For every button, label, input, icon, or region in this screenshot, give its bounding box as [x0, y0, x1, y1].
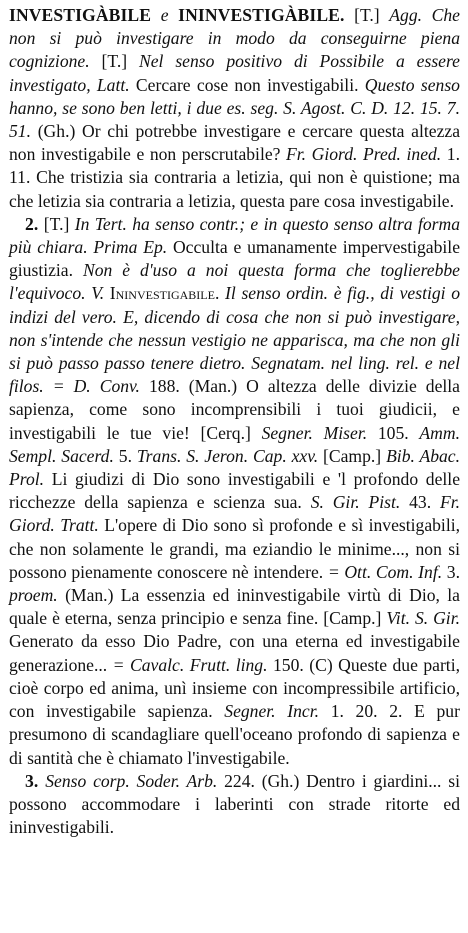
sense2-number: 2.	[25, 213, 39, 234]
sense2-example-m: 1. 20. 2. E pur presumono di scandagliare quell'oceano profondo di sapienza e di santità che è chiamato l'investigabile.	[9, 701, 460, 768]
sense2-example-b: 188. (Man.) O altezza delle divizie della sapienza, come sono incomprensibili i tuoi giudicii, e investigabili le tue vie! [Cerq.]	[9, 376, 460, 443]
sense1-example-b: Or chi potrebbe investigare e cercare questa altezza non investigabile e non perscrutabile?	[9, 121, 460, 165]
sense2-text-d: 5.	[118, 445, 132, 466]
sense2-text-c: 105.	[377, 422, 409, 443]
sense3-number: 3.	[25, 770, 39, 791]
sense2-note-c: Il senso ordin. è fig., di vestigi o indizi del vero. E, dicendo di cosa che non si può investigare, non s'intende che nessun vestigio ne apparisca, ma che non gli si può passo passo tenere dietro. Segnatam. nel ling. rel. e nel filos. = D. Conv.	[9, 283, 461, 397]
sense1-note: Nel senso positivo di Possibile a essere investigato, Latt.	[9, 51, 460, 95]
sense2-tag: [T.]	[43, 213, 70, 234]
sense3-example-b: Dentro i giardini... si possono accommodare i laberinti con strade ritorte ed ininvestigabili.	[9, 770, 460, 838]
headword: INVESTIGÀBILE	[9, 5, 152, 25]
sense2-source-b: Amm. Sempl. Sacerd.	[9, 422, 460, 466]
sense3-note-a: Senso corp. Soder. Arb.	[45, 770, 218, 791]
sense1-example-a: Cercare cose non investigabili.	[135, 74, 359, 95]
sense2-note-b: Non è d'uso a noi questa forma che toglierebbe l'equivoco. V.	[9, 260, 460, 304]
sense2-source-e: S. Gir. Pist.	[310, 492, 401, 513]
definition: Che non si può investigare in modo da conseguirne piena cognizione.	[9, 5, 460, 72]
sense2-source-g: = Ott. Com. Inf.	[327, 561, 443, 582]
entry-investigabile	[9, 4, 460, 213]
sense1-source-a: (Gh.)	[37, 121, 76, 142]
sense1-note-b: Questo senso hanno, se sono ben letti, i due es. seg. S. Agost. C. D. 12. 15. 7. 51.	[9, 74, 460, 142]
sense-3	[9, 770, 460, 840]
part-of-speech: Agg.	[389, 5, 423, 25]
sense2-cross-reference: Ininvestigabile.	[109, 283, 220, 304]
sense2-source-i: Vit. S. Gir.	[386, 608, 460, 629]
sense1-example-c: 1. 11. Che tristizia sia contraria a letizia, qui non è quistione; ma che letizia sia contraria a letizia, questa pare cosa investigabile.	[9, 144, 460, 211]
sense2-example-f: Li giudizi di Dio sono investigabili e 'l profondo delle ricchezze della sapienza e scienza sua.	[9, 469, 461, 513]
sense2-example-k: Generato da esso Dio Padre, con una eterna ed investigabile generazione...	[9, 631, 460, 675]
sense2-source-k: Segner. Incr.	[224, 701, 320, 722]
sense2-source-f: Fr. Giord. Tratt.	[9, 492, 461, 536]
sense2-example-j: (Man.) La essenzia ed ininvestigabile virtù di Dio, la quale è eterna, senza principio e senza fine. [Camp.]	[9, 585, 460, 629]
headword-variant: ININVESTIGÀBILE.	[178, 5, 345, 25]
sense2-example-l: 150. (C) Queste due parti, cioè corpo ed anima, unì insieme con incompressibile artificio, con investigabile sapienza.	[9, 654, 460, 722]
sense2-text-g: 43.	[409, 492, 432, 513]
sense2-text-i: 3.	[446, 561, 460, 582]
sense2-example-h: L'opere di Dio sono sì profonde e sì investigabili, che non solamente le grandi, ma eziandio le minime..., non si possono pienamente conoscere nè intendere.	[9, 515, 460, 582]
sense2-source-a: Segner. Miser.	[261, 422, 368, 443]
sense3-text-a: 224.	[224, 770, 255, 791]
sense2-source-h: proem.	[9, 585, 58, 606]
entry-tag: [T.]	[354, 5, 380, 25]
sense2-source-j: = Cavalc. Frutt. ling.	[112, 654, 268, 675]
sense-2	[9, 213, 460, 770]
headword-conjunction: e	[160, 5, 169, 25]
sense2-text-e: [Camp.]	[323, 445, 382, 466]
sense2-note-a: In Tert. ha senso contr.; e in questo senso altra forma più chiara. Prima Ep.	[9, 213, 461, 258]
sense1-tag: [T.]	[101, 51, 128, 72]
sense1-source-b: Fr. Giord. Pred. ined.	[286, 144, 442, 165]
sense2-source-d: Bib. Abac. Prol.	[9, 445, 461, 490]
sense2-source-c: Trans. S. Jeron. Cap. xxv.	[136, 445, 319, 466]
sense3-source-a: (Gh.)	[261, 770, 300, 791]
sense2-example-a: Occulta e umanamente impervestigabile giustizia.	[9, 237, 461, 281]
